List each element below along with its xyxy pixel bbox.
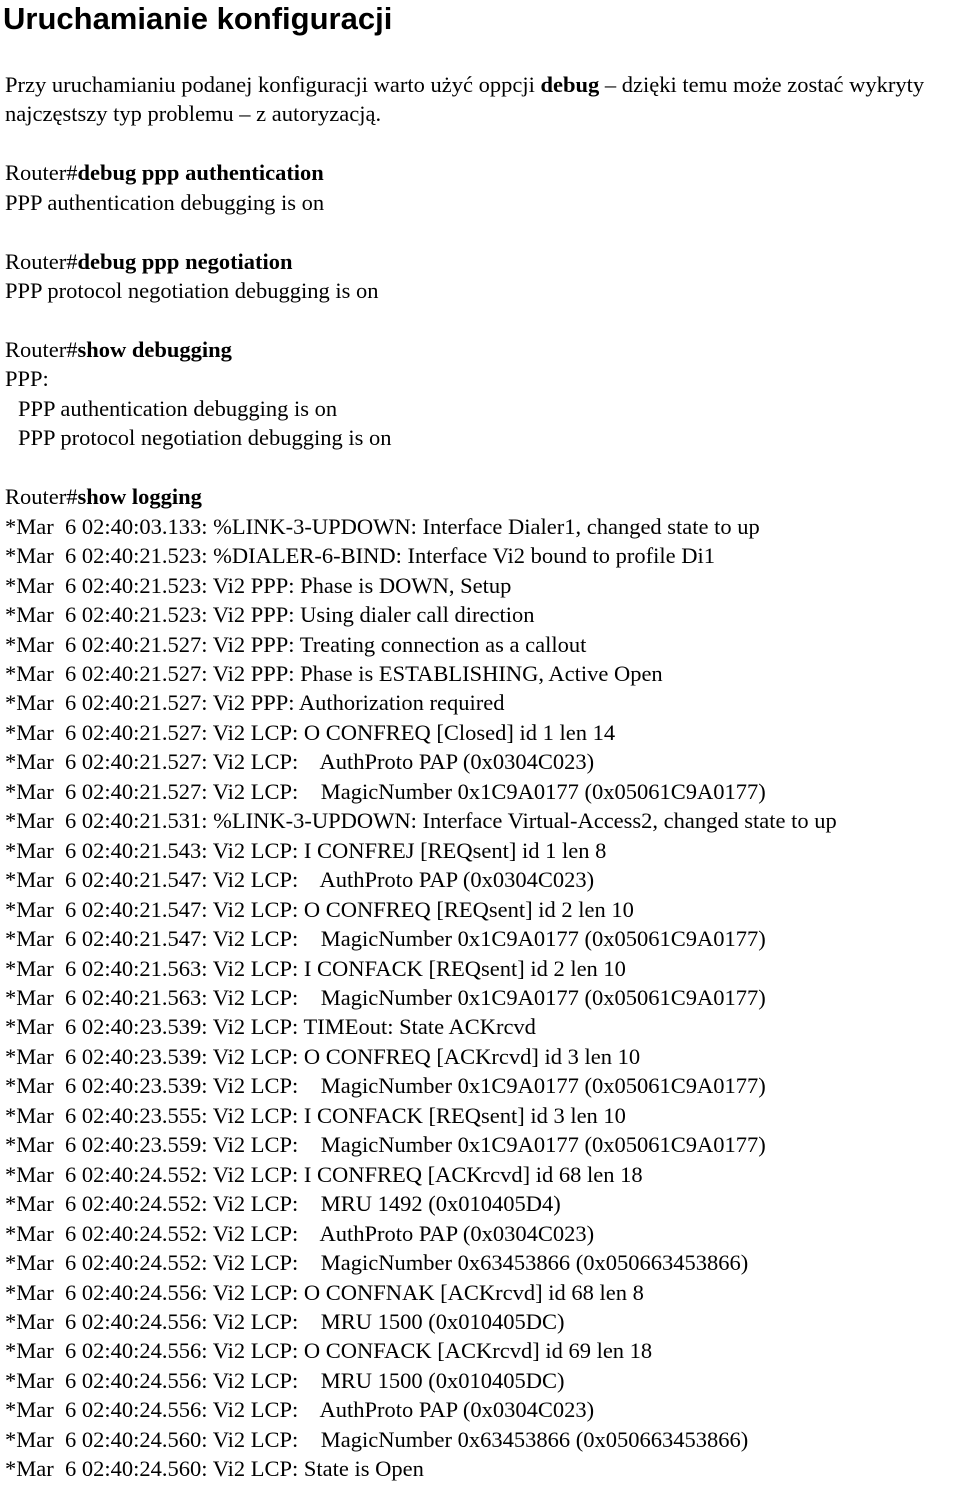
command-text: debug ppp authentication	[77, 160, 324, 186]
document-body	[5, 70, 960, 1484]
log-line: *Mar 6 02:40:03.133: %LINK-3-UPDOWN: Interface Dialer1, changed state to up	[5, 513, 760, 539]
spacer	[5, 453, 960, 482]
log-line: *Mar 6 02:40:24.556: Vi2 LCP: O CONFACK [ACKrcvd] id 69 len 18	[5, 1338, 653, 1364]
log-line: *Mar 6 02:40:24.552: Vi2 LCP: I CONFREQ [ACKrcvd] id 68 len 18	[5, 1161, 643, 1187]
log-line: *Mar 6 02:40:24.556: Vi2 LCP: AuthProto PAP (0x0304C023)	[5, 1397, 595, 1423]
command-line	[5, 247, 960, 276]
log-line: *Mar 6 02:40:23.539: Vi2 LCP: TIMEout: State ACKrcvd	[5, 1014, 536, 1040]
command-prompt: Router#	[5, 337, 78, 363]
log-line: *Mar 6 02:40:21.543: Vi2 LCP: I CONFREJ [REQsent] id 1 len 8	[5, 837, 607, 863]
command-output-line: PPP:	[5, 366, 49, 392]
spacer	[5, 217, 960, 246]
log-line: *Mar 6 02:40:21.523: Vi2 PPP: Using dialer call direction	[5, 602, 535, 628]
log-line: *Mar 6 02:40:21.527: Vi2 PPP: Authorization required	[5, 690, 505, 716]
log-line: *Mar 6 02:40:21.531: %LINK-3-UPDOWN: Interface Virtual-Access2, changed state to up	[5, 808, 837, 834]
log-line: *Mar 6 02:40:21.563: Vi2 LCP: I CONFACK [REQsent] id 2 len 10	[5, 955, 626, 981]
log-line: *Mar 6 02:40:21.547: Vi2 LCP: MagicNumber 0x1C9A0177 (0x05061C9A0177)	[5, 926, 766, 952]
log-line: *Mar 6 02:40:23.559: Vi2 LCP: MagicNumber 0x1C9A0177 (0x05061C9A0177)	[5, 1132, 766, 1158]
log-line: *Mar 6 02:40:23.555: Vi2 LCP: I CONFACK [REQsent] id 3 len 10	[5, 1102, 626, 1128]
log-line: *Mar 6 02:40:21.523: Vi2 PPP: Phase is DOWN, Setup	[5, 572, 512, 598]
command-block	[5, 335, 960, 453]
page-title: Uruchamianie konfiguracji	[3, 1, 393, 36]
log-line: *Mar 6 02:40:21.547: Vi2 LCP: AuthProto PAP (0x0304C023)	[5, 867, 595, 893]
log-line: *Mar 6 02:40:21.547: Vi2 LCP: O CONFREQ [REQsent] id 2 len 10	[5, 896, 634, 922]
log-line: *Mar 6 02:40:24.552: Vi2 LCP: MRU 1492 (0x010405D4)	[5, 1191, 561, 1217]
command-prompt: Router#	[5, 484, 78, 510]
logging-block	[5, 482, 960, 1483]
command-output-line: PPP authentication debugging is on	[18, 395, 338, 421]
log-line: *Mar 6 02:40:23.539: Vi2 LCP: O CONFREQ [ACKrcvd] id 3 len 10	[5, 1043, 641, 1069]
log-line: *Mar 6 02:40:24.556: Vi2 LCP: O CONFNAK [ACKrcvd] id 68 len 8	[5, 1279, 644, 1305]
command-prompt: Router#	[5, 248, 78, 274]
command-text: debug ppp negotiation	[77, 248, 293, 274]
spacer	[5, 129, 960, 158]
intro-text-before: Przy uruchamianiu podanej konfiguracji warto użyć oppcji	[5, 72, 541, 97]
log-line: *Mar 6 02:40:21.527: Vi2 PPP: Phase is ESTABLISHING, Active Open	[5, 661, 663, 686]
log-line: *Mar 6 02:40:24.556: Vi2 LCP: MRU 1500 (0x010405DC)	[5, 1308, 565, 1334]
log-line: *Mar 6 02:40:24.552: Vi2 LCP: AuthProto PAP (0x0304C023)	[5, 1220, 595, 1246]
log-line: *Mar 6 02:40:21.523: %DIALER-6-BIND: Interface Vi2 bound to profile Di1	[5, 543, 715, 569]
log-line: *Mar 6 02:40:24.560: Vi2 LCP: State is Open	[5, 1456, 424, 1482]
command-block	[5, 158, 960, 217]
log-line: *Mar 6 02:40:21.527: Vi2 PPP: Treating connection as a callout	[5, 631, 587, 657]
log-line: *Mar 6 02:40:24.560: Vi2 LCP: MagicNumber 0x63453866 (0x050663453866)	[5, 1426, 749, 1452]
log-line: *Mar 6 02:40:21.527: Vi2 LCP: O CONFREQ [Closed] id 1 len 14	[5, 719, 616, 745]
command-prompt: Router#	[5, 160, 78, 186]
command-output-line: PPP protocol negotiation debugging is on	[18, 425, 392, 451]
log-line: *Mar 6 02:40:24.552: Vi2 LCP: MagicNumber 0x63453866 (0x050663453866)	[5, 1250, 749, 1276]
command-block	[5, 247, 960, 306]
log-line: *Mar 6 02:40:21.563: Vi2 LCP: MagicNumber 0x1C9A0177 (0x05061C9A0177)	[5, 984, 766, 1010]
command-output-line: PPP protocol negotiation debugging is on	[5, 278, 379, 304]
intro-paragraph	[5, 70, 960, 129]
log-line: *Mar 6 02:40:24.556: Vi2 LCP: MRU 1500 (0x010405DC)	[5, 1367, 565, 1393]
intro-keyword: debug	[540, 72, 600, 97]
log-line: *Mar 6 02:40:23.539: Vi2 LCP: MagicNumber 0x1C9A0177 (0x05061C9A0177)	[5, 1073, 766, 1099]
log-line: *Mar 6 02:40:21.527: Vi2 LCP: MagicNumber 0x1C9A0177 (0x05061C9A0177)	[5, 778, 766, 804]
spacer	[5, 306, 960, 335]
command-text: show debugging	[77, 337, 232, 363]
log-line: *Mar 6 02:40:21.527: Vi2 LCP: AuthProto PAP (0x0304C023)	[5, 749, 595, 775]
command-line	[5, 482, 960, 511]
log-lines	[5, 512, 960, 1484]
command-output-line: PPP authentication debugging is on	[5, 189, 325, 215]
command-text: show logging	[77, 484, 202, 510]
command-line	[5, 158, 960, 187]
intro-text-after: – dzięki temu może zostać wykryty najczęstszy typ problemu – z autoryzacją.	[5, 72, 925, 127]
command-line	[5, 335, 960, 364]
